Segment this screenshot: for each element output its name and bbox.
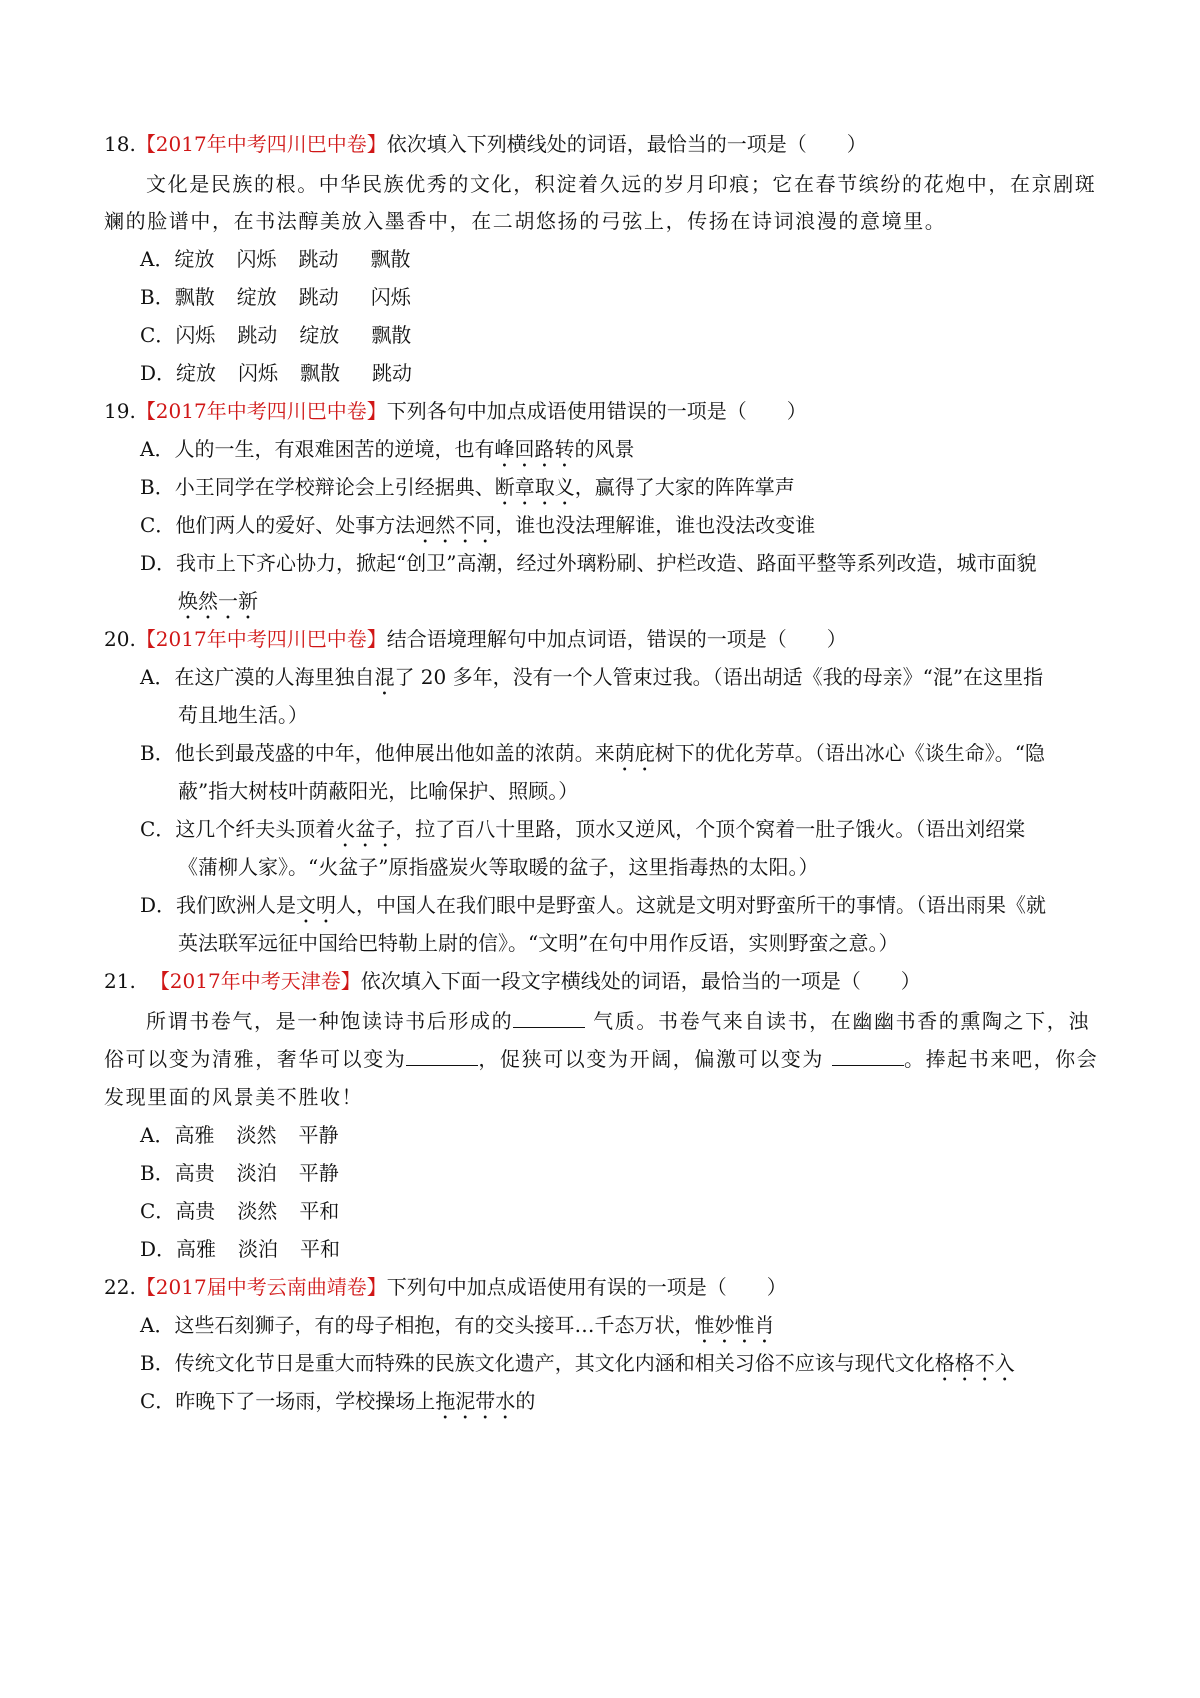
dotted-word: 文明 [296,893,337,917]
option-word: 淡然 [236,1123,277,1147]
q18-header [104,128,867,160]
passage-text: 气质。书卷气来自读书，在幽幽书香的熏陶之下，浊 [593,1009,1090,1033]
option-word: 闪烁 [175,323,216,347]
option-word: 飘散 [370,247,411,271]
option-word: 高贵 [174,1161,215,1185]
option-text: 在这广漠的人海里独自 [174,665,375,689]
option-text: 的 [515,1389,536,1413]
q22-header [104,1271,787,1303]
q22-number: 22. [104,1275,136,1299]
q20-number: 20. [104,627,136,651]
option-word: 高雅 [176,1237,217,1261]
option-word: 闪烁 [238,361,279,385]
dotted-word: 荫庇 [614,741,655,765]
option-word: 跳动 [372,361,413,385]
q18-option-b [140,281,433,313]
option-text: 我市上下齐心协力，掀起“创卫”高潮，经过外璃粉刷、护栏改造、路面平整等系列改造，城市面貌 [176,551,1037,575]
q20-option-a-line2: 苟且地生活。） [178,703,308,727]
q21-stem: 依次填入下面一段文字横线处的词语，最恰当的一项是（ ） [360,969,921,993]
q19-header [104,395,807,427]
option-text: 人，中国人在我们眼中是野蛮人。这就是文明对野蛮所干的事情。（语出雨果《就 [336,893,1047,917]
q21-option-b [140,1157,361,1189]
q18-source: 【2017年中考四川巴中卷】 [135,132,387,156]
q21-option-a [140,1119,360,1151]
passage-text: 所谓书卷气，是一种饱读诗书后形成的 [146,1009,514,1033]
q20-option-d-line2: 英法联军远征中国给巴特勒上尉的信》。“文明”在句中用作反语，实则野蛮之意。） [178,931,899,955]
option-label: D． [140,1237,177,1261]
passage-text: ，促狭可以变为开阔，偏激可以变为 [478,1047,825,1071]
q21-number: 21. [104,969,136,993]
option-word: 高贵 [175,1199,216,1223]
option-text: 这几个纤夫头顶着 [175,817,336,841]
q18-option-c [140,319,433,351]
q18-stem: 依次填入下列横线处的词语，最恰当的一项是（ ） [386,132,867,156]
option-word: 飘散 [371,323,412,347]
option-text: 传统文化节日是重大而特殊的民族文化遗产，其文化内涵和相关习俗不应该与现代文化 [174,1351,935,1375]
q20-option-c-line2: 《蒲柳人家》。“火盆子”原指盛炭火等取暖的盆子，这里指毒热的太阳。） [178,855,819,879]
option-word: 闪烁 [236,247,277,271]
option-word: 跳动 [298,247,339,271]
option-text: ，赢得了大家的阵阵掌声 [574,475,795,499]
dotted-idiom: 迥然不同 [415,513,496,537]
dotted-idiom: 惟妙惟肖 [694,1313,775,1337]
dotted-word: 混 [374,665,395,689]
q19-stem: 下列各句中加点成语使用错误的一项是（ ） [386,399,807,423]
option-word: 淡泊 [238,1237,279,1261]
q22-source: 【2017届中考云南曲靖卷】 [135,1275,387,1299]
option-label: A． [140,1123,175,1147]
q21-source: 【2017年中考天津卷】 [149,969,361,993]
q18-option-a [140,243,432,275]
option-word: 闪烁 [370,285,411,309]
dotted-idiom: 拖泥带水 [435,1389,516,1413]
dotted-idiom: 格格不入 [934,1351,1015,1375]
option-text: 我们欧洲人是 [176,893,297,917]
q20-option-a [140,661,1043,700]
option-word: 绽放 [174,247,215,271]
option-label: C． [140,323,176,347]
option-word: 飘散 [300,361,341,385]
option-word: 淡然 [237,1199,278,1223]
option-word: 绽放 [299,323,340,347]
option-text: 树下的优化芳草。（语出冰心《谈生命》。“隐 [654,741,1045,765]
option-word: 平静 [298,1161,339,1185]
option-word: 跳动 [237,323,278,347]
option-text: ，谁也没法理解谁，谁也没法改变谁 [495,513,816,537]
q21-passage-line1 [146,1005,1090,1037]
dotted-idiom: 峰回路转 [494,437,575,461]
option-word: 平和 [299,1199,340,1223]
q19-option-c [140,509,815,548]
dotted-word: 火盆子 [335,817,396,841]
q20-source: 【2017年中考四川巴中卷】 [135,627,387,651]
option-label: B． [140,475,175,499]
q21-option-c [140,1195,361,1227]
passage-text: 俗可以变为清雅，奢华可以变为 [104,1047,407,1071]
option-text: 人的一生，有艰难困苦的逆境，也有 [174,437,495,461]
option-text: 小王同学在学校辩论会上引经据典、 [174,475,495,499]
passage-text: 。捧起书来吧，你会 [903,1047,1099,1071]
q19-option-d-line2 [178,585,258,624]
q19-option-a [140,433,634,472]
q19-option-d [140,547,1037,579]
option-word: 平静 [298,1123,339,1147]
q18-number: 18. [104,132,136,156]
option-label: A． [140,1313,175,1337]
q20-header [104,623,847,655]
option-label: D． [140,551,177,575]
option-word: 绽放 [176,361,217,385]
q18-option-d [140,357,434,389]
q19-source: 【2017年中考四川巴中卷】 [135,399,387,423]
option-text: 他长到最茂盛的中年，他伸展出他如盖的浓荫。来 [174,741,615,765]
option-word: 高雅 [174,1123,215,1147]
option-label: A． [140,247,175,271]
option-label: C． [140,513,176,537]
q22-option-a [140,1309,774,1348]
option-label: C． [140,1199,176,1223]
q21-header [104,965,921,997]
option-word: 跳动 [298,285,339,309]
option-label: B． [140,285,175,309]
option-label: D． [140,893,177,917]
option-text: 这些石刻狮子，有的母子相抱，有的交头接耳…千态万状， [174,1313,695,1337]
option-text: 他们两人的爱好、处事方法 [175,513,416,537]
option-label: B． [140,1351,175,1375]
option-label: C． [140,817,176,841]
q19-number: 19. [104,399,136,423]
option-word: 绽放 [236,285,277,309]
option-label: D． [140,361,177,385]
option-label: B． [140,1161,175,1185]
dotted-idiom: 焕然一新 [178,589,258,613]
option-label: C． [140,1389,176,1413]
q18-passage-line2: 斓的脸谱中，在书法醇美放入墨香中，在二胡悠扬的弓弦上，传扬在诗词浪漫的意境里。 [104,209,947,233]
q20-option-b-line2: 蔽”指大树枝叶荫蔽阳光，比喻保护、照顾。） [178,779,579,803]
option-text: 昨晚下了一场雨，学校操场上 [175,1389,436,1413]
q20-option-d [140,889,1046,928]
q20-option-b [140,737,1045,776]
dotted-idiom: 断章取义 [494,475,575,499]
fill-blank [406,1045,478,1066]
q19-option-b [140,471,795,510]
q20-stem: 结合语境理解句中加点词语，错误的一项是（ ） [386,627,847,651]
q22-stem: 下列句中加点成语使用有误的一项是（ ） [386,1275,787,1299]
q20-option-c [140,813,1025,852]
option-word: 淡泊 [236,1161,277,1185]
option-word: 平和 [300,1237,341,1261]
q21-passage-line3: 发现里面的风景美不胜收！ [104,1085,364,1109]
q22-option-c [140,1385,535,1424]
option-label: A． [140,665,175,689]
option-word: 飘散 [174,285,215,309]
option-text: ，拉了百八十里路，顶水又逆风，个顶个窝着一肚子饿火。（语出刘绍棠 [395,817,1026,841]
option-text: 了 20 多年，没有一个人管束过我。（语出胡适《我的母亲》“混”在这里指 [394,665,1044,689]
q18-passage-line1: 文化是民族的根。中华民族优秀的文化，积淀着久远的岁月印痕；它在春节缤纷的花炮中，在京剧斑 [146,172,1097,196]
option-label: B． [140,741,175,765]
q22-option-b [140,1347,1015,1386]
fill-blank [513,1007,585,1028]
q21-option-d [140,1233,362,1265]
option-text: 的风景 [574,437,635,461]
option-label: A． [140,437,175,461]
q21-passage-line2 [104,1043,1098,1075]
fill-blank [832,1045,904,1066]
